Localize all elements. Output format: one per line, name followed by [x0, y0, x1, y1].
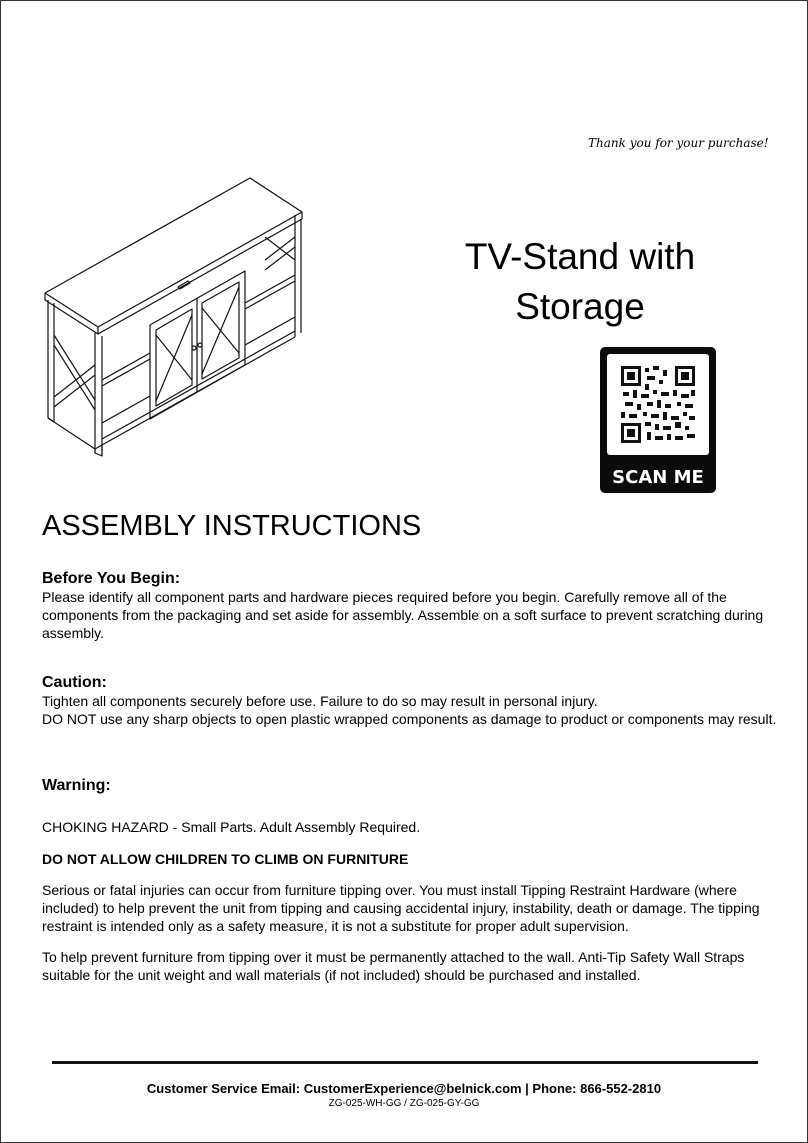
- warning-section: [42, 776, 782, 795]
- wall-anchor-text: To help prevent furniture from tipping over it must be permanently attached to the wall. Anti-Tip Safety Wall Straps suitable for the unit weight and wall materials (if not included) should be purchased and installed.: [42, 949, 745, 983]
- qr-code-badge[interactable]: [600, 347, 716, 493]
- qr-code-icon: [607, 354, 709, 455]
- before-you-begin-text: Please identify all component parts and hardware pieces required before you begin. Carefully remove all of the components from the packaging and set aside for assembly. Assemble on a soft surface to prevent scratching during assembly.: [42, 589, 764, 641]
- caution-line1: Tighten all components securely before use. Failure to do so may result in personal injury.: [42, 693, 598, 709]
- model-numbers: ZG-025-WH-GG / ZG-025-GY-GG: [328, 1098, 480, 1109]
- tv-stand-illustration: [40, 175, 310, 460]
- warning-title: Warning:: [42, 777, 111, 794]
- assembly-heading: ASSEMBLY INSTRUCTIONS: [42, 510, 422, 542]
- climb-warning-text: DO NOT ALLOW CHILDREN TO CLIMB ON FURNITURE: [42, 851, 409, 867]
- product-title-line1: TV-Stand with: [464, 236, 696, 277]
- footer-divider: [52, 1061, 758, 1064]
- caution-title: Caution:: [42, 674, 107, 691]
- tipping-warning-text: Serious or fatal injuries can occur from furniture tipping over. You must install Tipping Restraint Hardware (where included) to help prevent the unit from tipping and causing accidental injury, instability, death or damage. The tipping restraint is intended only as a safety measure, it is not a substitute for proper adult supervision.: [42, 882, 760, 934]
- thank-you-note: Thank you for your purchase!: [588, 136, 769, 150]
- product-title: [430, 232, 730, 332]
- scan-me-label: SCAN ME: [612, 467, 704, 488]
- choking-hazard-text: CHOKING HAZARD - Small Parts. Adult Assembly Required.: [42, 819, 421, 835]
- product-title-line2: Storage: [515, 286, 645, 327]
- before-you-begin-section: [42, 569, 782, 642]
- caution-line2: DO NOT use any sharp objects to open plastic wrapped components as damage to product or components may result.: [42, 711, 777, 727]
- caution-section: [42, 673, 782, 728]
- customer-service-contact: Customer Service Email: CustomerExperience@belnick.com | Phone: 866-552-2810: [146, 1081, 662, 1096]
- before-you-begin-title: Before You Begin:: [42, 570, 181, 587]
